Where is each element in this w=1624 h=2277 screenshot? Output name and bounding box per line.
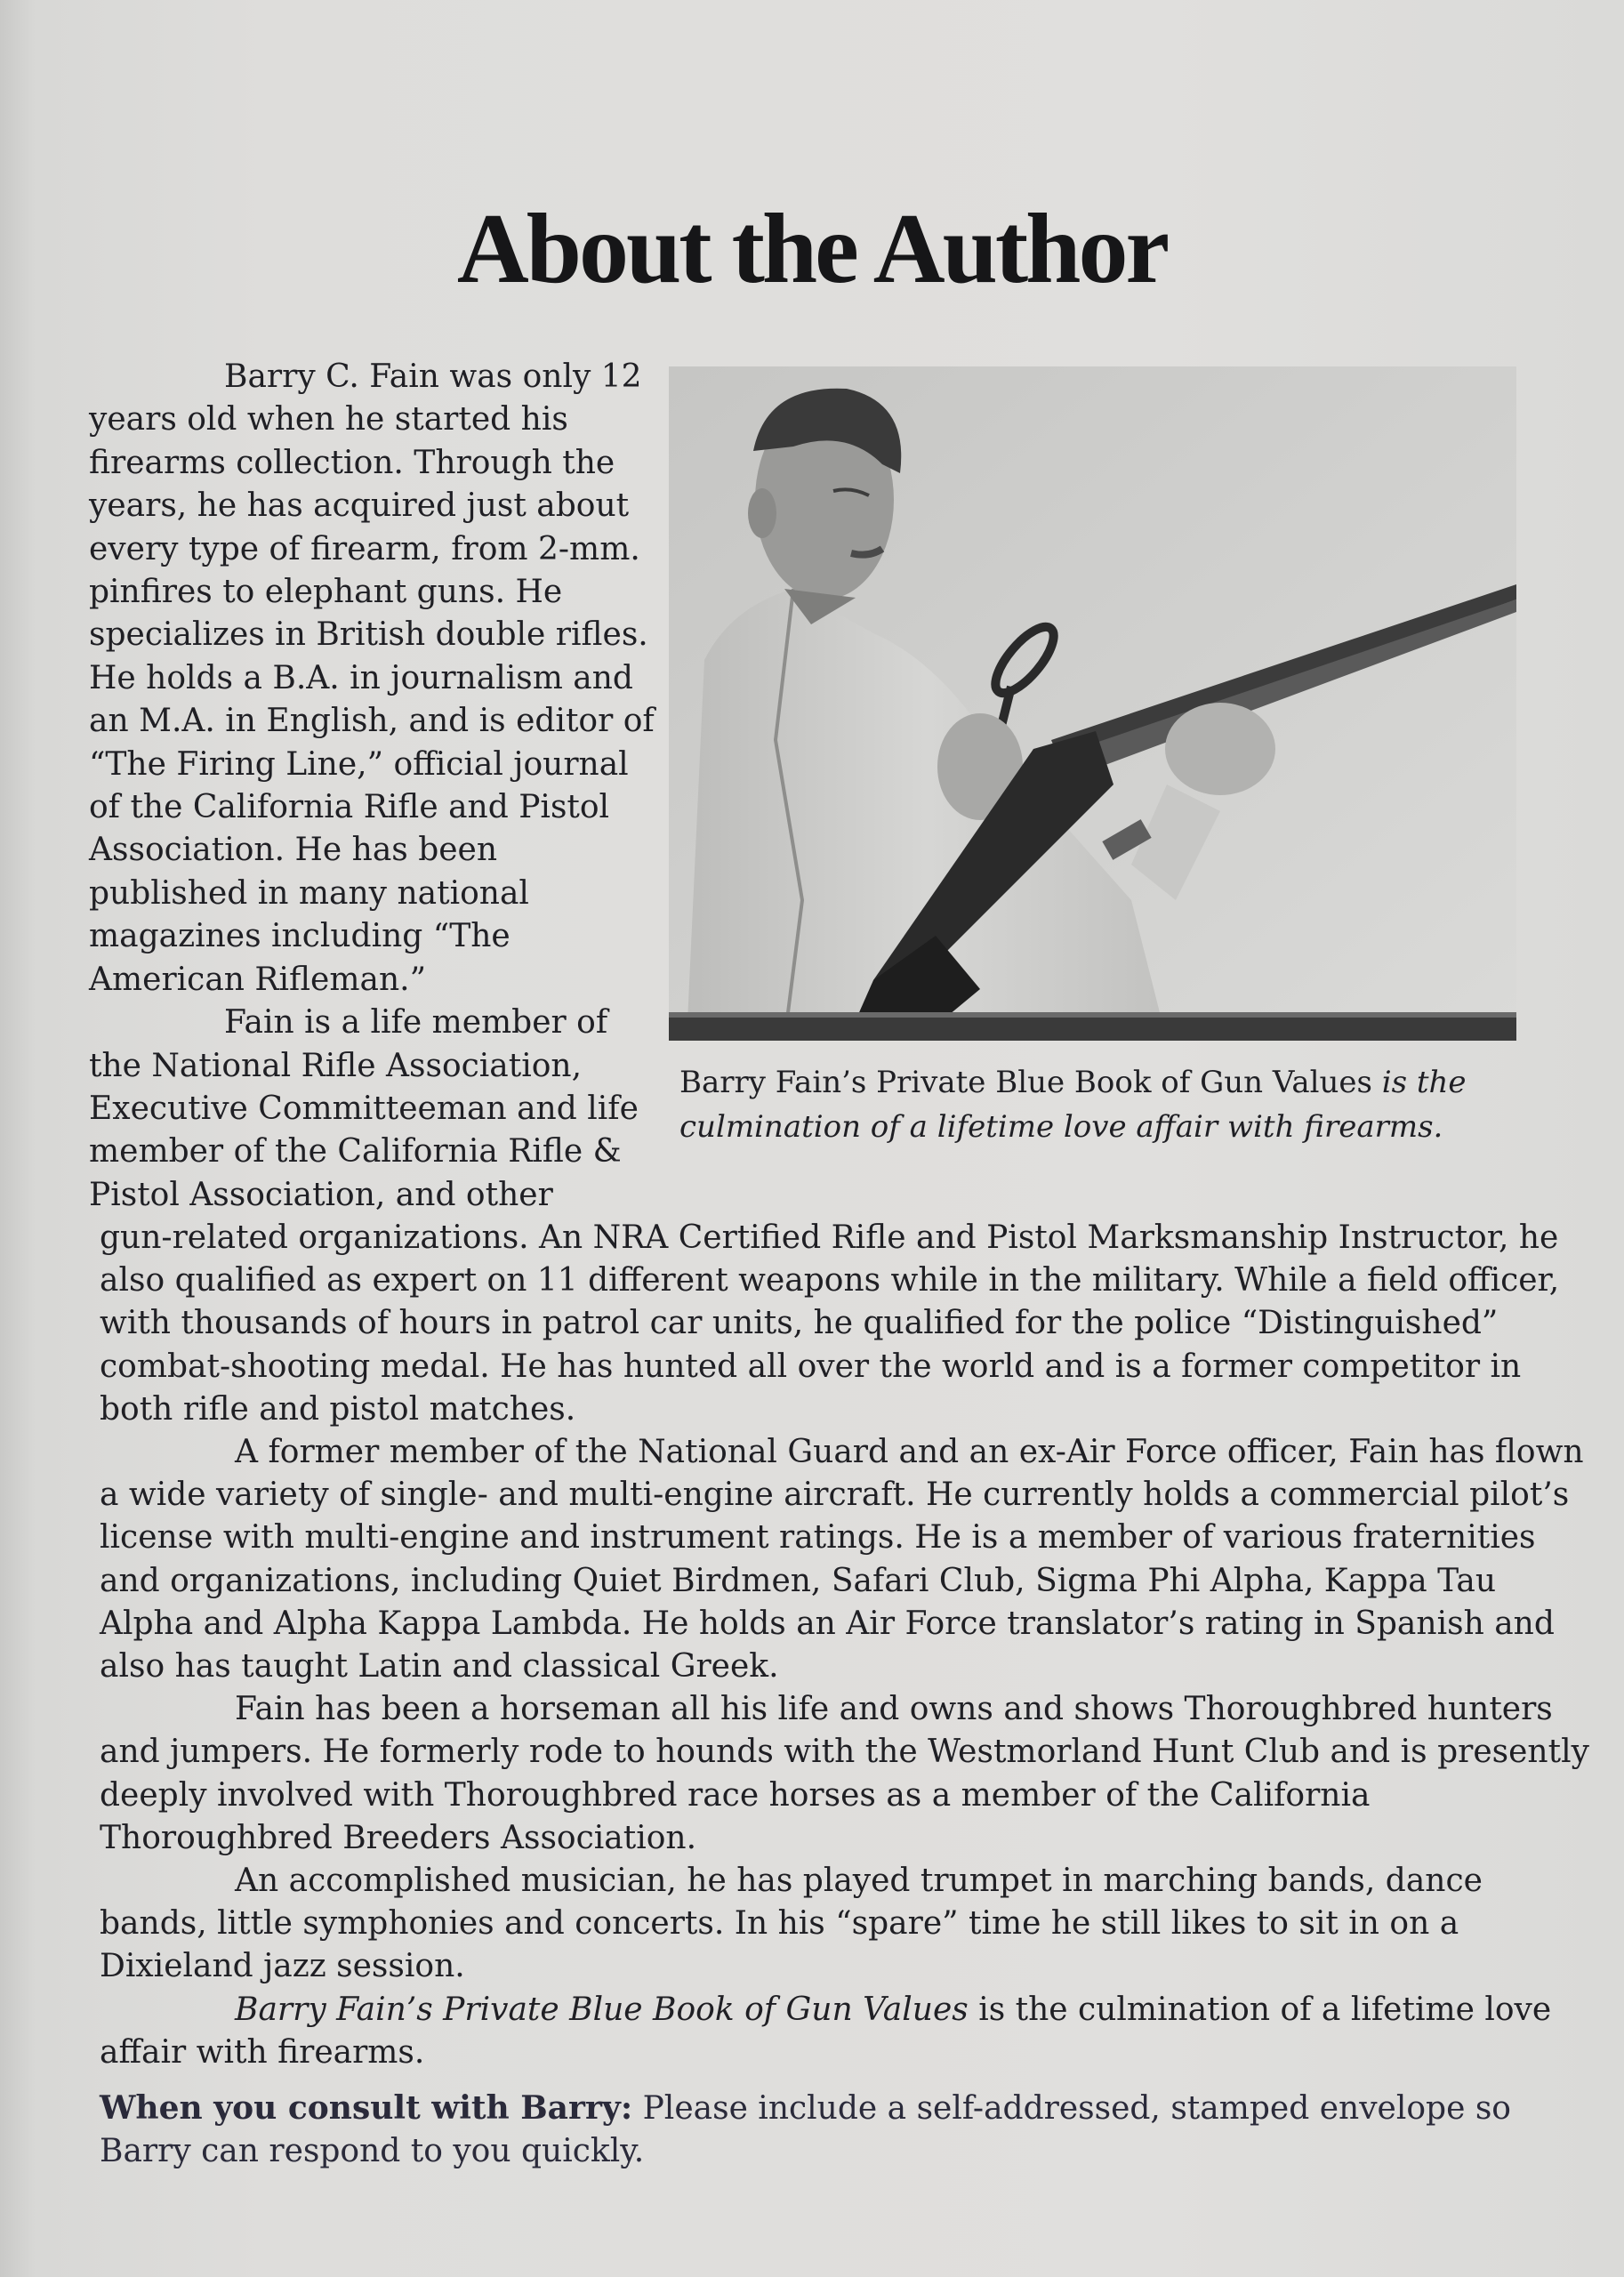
bio-left-column	[89, 356, 658, 1217]
book-title: Barry Fain’s Private Blue Book of Gun Values	[235, 1991, 969, 2028]
bio-paragraph-2-continued: gun-related organizations. An NRA Certified Rifle and Pistol Marksmanship Instructor, he also qualified as expert on 11 different weapons while in the military. While a field officer, with thousands of hours in patrol car units, he qualified for the police “Distinguished” combat-shooting medal. He has hunted all over the world and is a former competitor in both rifle and pistol matches.	[100, 1219, 1560, 1428]
bio-paragraph-6-text: is the culmination of a lifetime love affair with firearms.	[100, 1991, 1552, 2071]
caption-book-title: Barry Fain’s Private Blue Book of Gun Values	[679, 1065, 1372, 1100]
bio-full-width	[100, 1217, 1594, 2173]
author-photo	[669, 366, 1516, 1041]
consult-text: Please include a self-addressed, stamped envelope so Barry can respond to you quickly.	[100, 2090, 1511, 2170]
photo-caption	[679, 1060, 1533, 1149]
author-photo-illustration	[669, 366, 1516, 1041]
bio-paragraph-5: An accomplished musician, he has played trumpet in marching bands, dance bands, little symphonies and concerts. In his “spare” time he still likes to sit in on a Dixieland jazz session.	[100, 1863, 1483, 1985]
bio-paragraph-2-start: Fain is a life member of the National Rifle Association, Executive Committeeman and life member of the California Rifle & Pistol Association, and other	[89, 1004, 639, 1213]
bio-paragraph-4: Fain has been a horseman all his life and owns and shows Thoroughbred hunters and jumpers. He formerly rode to hounds with the Westmorland Hunt Club and is presently deeply involved with Thoroughbred race horses as a member of the California Thoroughbred Breeders Association.	[100, 1691, 1589, 1856]
page-title: About the Author	[456, 194, 1168, 304]
bio-paragraph-3: A former member of the National Guard and an ex-Air Force officer, Fain has flown a wide variety of single- and multi-engine aircraft. He currently holds a commercial pilot’s license with multi-engine and instrument ratings. He is a member of various fraternities and organizations, including Quiet Birdmen, Safari Club, Sigma Phi Alpha, Kappa Tau Alpha and Alpha Kappa Lambda. He holds an Air Force translator’s rating in Spanish and also has taught Latin and classical Greek.	[100, 1434, 1584, 1686]
caption-text: is the culmination of a lifetime love affair with firearms.	[679, 1065, 1467, 1145]
consult-label: When you consult with Barry:	[100, 2089, 633, 2128]
bio-paragraph-6	[100, 1989, 1594, 2074]
bio-paragraph-1: Barry C. Fain was only 12 years old when he started his firearms collection. Through the years, he has acquired just about every type of firearm, from 2-mm. pinfires to elephant guns. He specializes in British double rifles. He holds a B.A. in journalism and an M.A. in English, and is editor of “The Firing Line,” official journal of the California Rifle and Pistol Association. He has been published in many national magazines including “The American Rifleman.”	[89, 358, 655, 998]
consult-note	[100, 2087, 1594, 2173]
